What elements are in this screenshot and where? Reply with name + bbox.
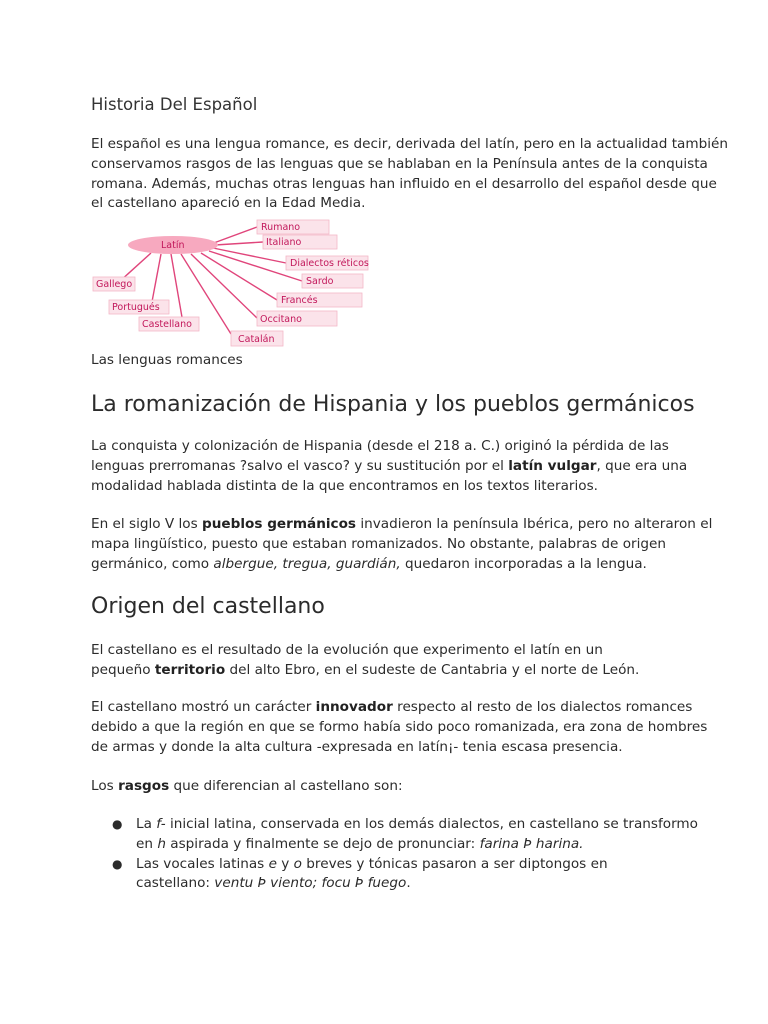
text-line: debido a que la región en que se formo había sido poco romanizada, era zona de hombres xyxy=(91,718,708,735)
text-line xyxy=(91,661,681,681)
text-line xyxy=(136,835,681,855)
text-run: El castellano mostró un carácter xyxy=(91,699,316,715)
list-item xyxy=(91,815,698,855)
text-run: aspirada y finalmente se dejo de pronunciar: xyxy=(165,835,480,852)
text-run: germánico, como xyxy=(91,555,214,572)
text-run: Las vocales latinas xyxy=(136,855,269,872)
italic-term: o xyxy=(293,855,302,872)
text-run: Los xyxy=(91,778,119,794)
italic-examples: albergue, tregua, guardián, xyxy=(213,555,401,572)
bold-term: latín vulgar xyxy=(508,457,597,474)
origen-paragraph-3 xyxy=(91,777,681,797)
text-run: que diferencian al castellano son: xyxy=(169,778,403,794)
list-item xyxy=(91,855,681,895)
language-label: Gallego xyxy=(96,279,133,290)
text-line xyxy=(91,777,681,797)
romanizacion-paragraph-1 xyxy=(91,437,688,496)
text-line xyxy=(136,855,681,875)
section-heading-origen: Origen del castellano xyxy=(91,594,325,619)
language-label: Catalán xyxy=(238,334,275,345)
latin-root-label: Latín xyxy=(161,240,185,251)
language-label: Sardo xyxy=(306,276,334,287)
text-run: pequeño xyxy=(91,661,155,678)
text-run: La xyxy=(136,816,157,832)
text-line xyxy=(91,698,693,718)
text-line: romana. Además, muchas otras lenguas han influido en el desarrollo del español desde que xyxy=(91,175,717,192)
origen-paragraph-2 xyxy=(91,698,708,757)
bullet-icon: ● xyxy=(112,856,123,871)
text-line: El castellano es el resultado de la evolución que experimento el latín en un xyxy=(91,642,603,658)
text-run: inicial latina, conservada en los demás dialectos, en castellano se transformo xyxy=(165,816,698,832)
romance-languages-diagram xyxy=(91,218,381,350)
rasgos-list xyxy=(91,815,698,894)
bold-term: pueblos germánicos xyxy=(202,516,357,532)
italic-term: h xyxy=(157,835,166,852)
connector-line xyxy=(215,242,263,245)
text-line xyxy=(91,515,713,535)
language-label: Occitano xyxy=(260,314,302,325)
text-run: del alto Ebro, en el sudeste de Cantabria y el norte de León. xyxy=(225,661,640,678)
text-line xyxy=(136,874,681,894)
language-label: Portugués xyxy=(112,302,160,313)
text-line xyxy=(91,457,688,477)
bold-term: innovador xyxy=(315,699,393,715)
italic-example: farina Þ harina. xyxy=(479,835,584,852)
bullet-icon: ● xyxy=(112,817,123,831)
diagram-caption: Las lenguas romances xyxy=(91,352,243,368)
text-line: de armas y donde la alta cultura -expresada en latín¡- tenia escasa presencia. xyxy=(91,738,623,755)
diagram-svg xyxy=(91,218,381,350)
text-run: respecto al resto de los dialectos romances xyxy=(392,699,693,715)
text-line xyxy=(91,555,681,575)
bold-term: territorio xyxy=(154,661,226,678)
romanizacion-paragraph-2 xyxy=(91,515,713,574)
italic-term: e xyxy=(268,855,277,872)
text-run: invadieron la península Ibérica, pero no alteraron el xyxy=(356,516,713,532)
text-run: en xyxy=(136,835,158,852)
bold-term: rasgos xyxy=(118,778,170,794)
text-line xyxy=(136,815,698,835)
text-run: y xyxy=(276,855,294,872)
connector-line xyxy=(171,254,183,323)
text-run: . xyxy=(406,875,411,892)
language-label: Francés xyxy=(281,295,318,306)
section-heading-romanizacion: La romanización de Hispania y los pueblos germánicos xyxy=(91,392,695,417)
language-label: Italiano xyxy=(266,237,302,248)
language-label: Rumano xyxy=(261,222,301,233)
text-line: modalidad hablada distinta de la que encontramos en los textos literarios. xyxy=(91,477,598,494)
text-run: lenguas prerromanas ?salvo el vasco? y su sustitución por el xyxy=(91,457,509,474)
language-label: Castellano xyxy=(142,319,192,330)
italic-term: f- xyxy=(156,816,166,832)
text-line: mapa lingüístico, puesto que estaban romanizados. No obstante, palabras de origen xyxy=(91,535,667,552)
text-run: breves y tónicas pasaron a ser diptongos en xyxy=(301,855,608,872)
language-label: Dialectos réticos xyxy=(290,258,369,269)
text-run: En el siglo V los xyxy=(91,516,203,532)
text-run: , que era una xyxy=(596,457,688,474)
origen-paragraph-1 xyxy=(91,641,681,681)
text-run: castellano: xyxy=(136,875,215,892)
connector-line xyxy=(151,254,161,307)
italic-example: ventu Þ viento; focu Þ fuego xyxy=(214,875,407,892)
text-line: el castellano apareció en la Edad Media. xyxy=(91,195,366,212)
intro-paragraph xyxy=(91,135,728,214)
text-line: El español es una lengua romance, es decir, derivada del latín, pero en la actualidad también xyxy=(91,136,728,152)
text-line: conservamos rasgos de las lenguas que se hablaban en la Península antes de la conquista xyxy=(91,155,708,172)
connector-line xyxy=(211,227,257,244)
text-run: quedaron incorporadas a la lengua. xyxy=(400,555,647,572)
text-line: La conquista y colonización de Hispania (desde el 218 a. C.) originó la pérdida de las xyxy=(91,438,669,454)
document-title: Historia Del Español xyxy=(91,95,258,114)
